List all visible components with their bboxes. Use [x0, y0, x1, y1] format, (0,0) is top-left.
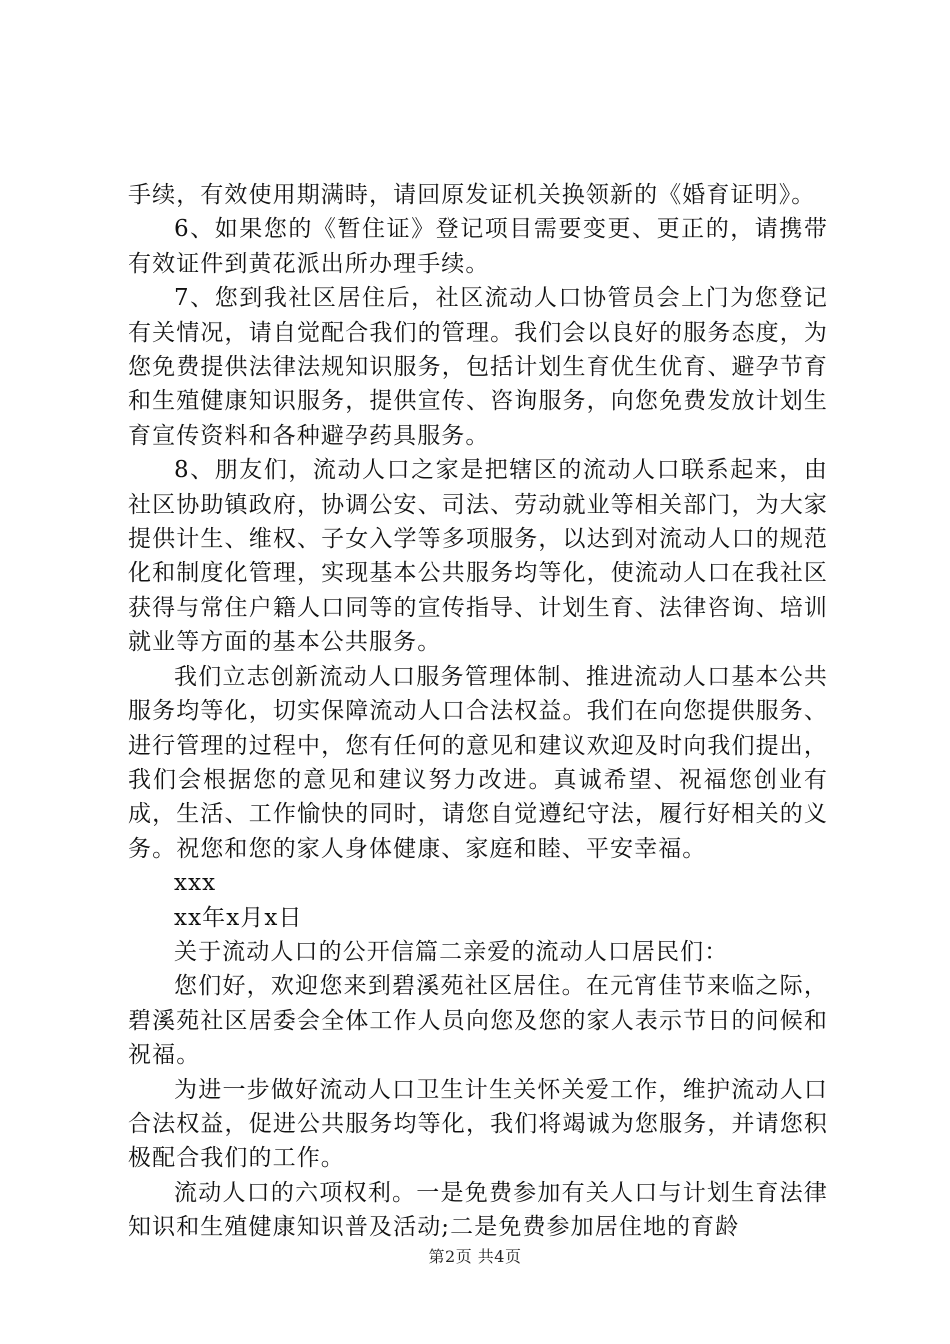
paragraph-item-6: 6、如果您的《暂住证》登记项目需要变更、更正的，请携带有效证件到黄花派出所办理手续。: [128, 216, 828, 277]
letter-two-greeting: 您们好，欢迎您来到碧溪苑社区居住。在元宵佳节来临之际，碧溪苑社区居委会全体工作人员向您及您的家人表示节日的问候和祝福。: [128, 973, 828, 1069]
paragraph-item-7: 7、您到我社区居住后，社区流动人口协管员会上门为您登记有关情况，请自觉配合我们的管理。我们会以良好的服务态度，为您免费提供法律法规知识服务，包括计划生育优生优育、避孕节育和生殖健康知识服务，提供宣传、咨询服务，向您免费发放计划生育宣传资料和各种避孕药具服务。: [128, 285, 828, 449]
paragraph-continuation: 手续，有效使用期满時，请回原发证机关换领新的《婚育证明》。: [128, 182, 816, 208]
page-number-footer: 第2页 共4页: [428, 1247, 522, 1266]
paragraph-item-8: 8、朋友们，流动人口之家是把辖区的流动人口联系起来，由社区协助镇政府，协调公安、司法、劳动就业等相关部门，为大家提供计生、维权、子女入学等多项服务，以达到对流动人口的规范化和制度化管理，实现基本公共服务均等化，使流动人口在我社区获得与常住户籍人口同等的宣传指导、计划生育、法律咨询、培训就业等方面的基本公共服务。: [128, 457, 828, 656]
document-body: [128, 178, 828, 1245]
signature-name: xxx: [174, 870, 217, 897]
letter-two-heading: 关于流动人口的公开信篇二亲爱的流动人口居民们：: [174, 938, 729, 965]
paragraph-closing: 我们立志创新流动人口服务管理体制、推进流动人口基本公共服务均等化，切实保障流动人口合法权益。我们在向您提供服务、进行管理的过程中，您有任何的意见和建议欢迎及时向我们提出，我们会根据您的意见和建议努力改进。真诚希望、祝福您创业有成，生活、工作愉快的同时，请您自觉遵纪守法，履行好相关的义务。祝您和您的家人身体健康、家庭和睦、平安幸福。: [128, 663, 828, 862]
letter-two-rights: 流动人口的六项权利。一是免费参加有关人口与计划生育法律知识和生殖健康知识普及活动;二是免费参加居住地的育龄: [128, 1179, 828, 1241]
signature-date: xx年x月x日: [174, 904, 303, 931]
letter-two-purpose: 为进一步做好流动人口卫生计生关怀关爱工作，维护流动人口合法权益，促进公共服务均等化，我们将竭诚为您服务，并请您积极配合我们的工作。: [128, 1076, 828, 1172]
